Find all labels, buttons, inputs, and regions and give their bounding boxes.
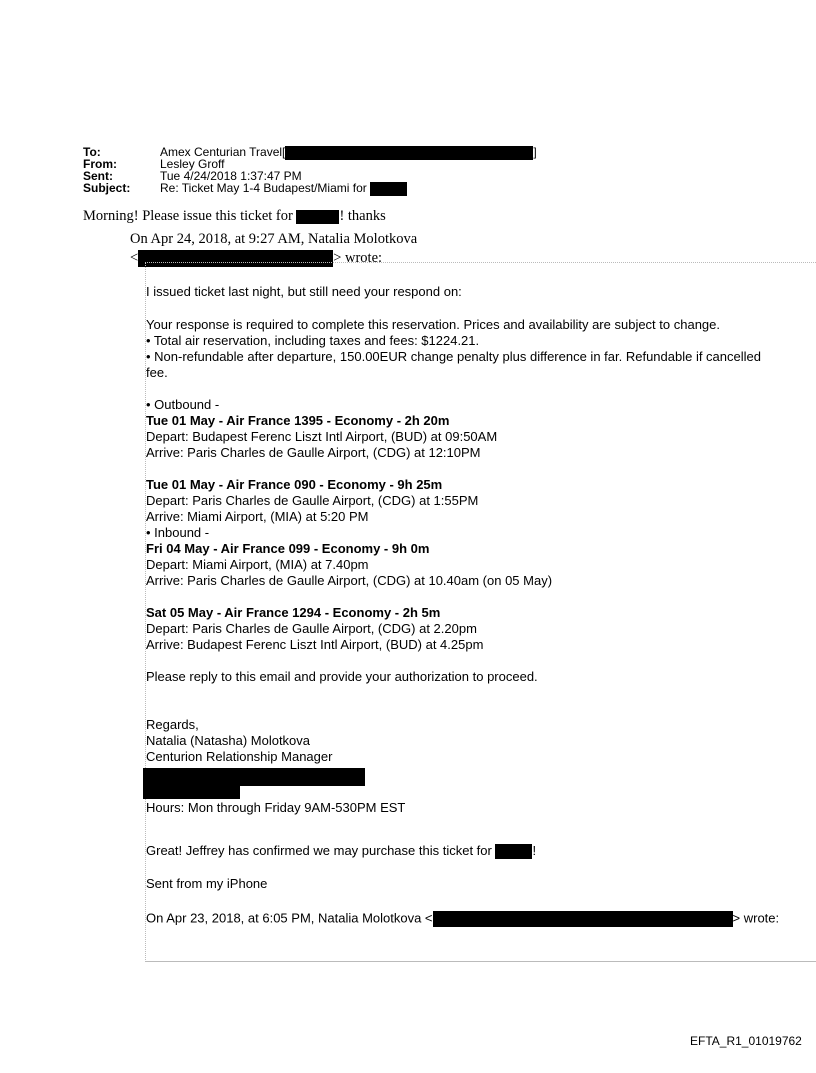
quoted-line: • Non-refundable after departure, 150.00EUR change penalty plus difference in far. Refundable if cancelled (146, 349, 761, 364)
previous-quote-intro: On Apr 23, 2018, at 6:05 PM, Natalia Molotkova < (146, 910, 433, 926)
sent-value: Tue 4/24/2018 1:37:47 PM (160, 169, 302, 183)
to-value: Amex Centurian Travel[ (160, 145, 286, 160)
reply-text: Morning! Please issue this ticket for (83, 208, 293, 224)
quote-wrote: > wrote: (333, 250, 383, 266)
sent-from-iphone: Sent from my iPhone (146, 876, 268, 891)
quoted-line: Great! Jeffrey has confirmed we may purchase this ticket for (146, 843, 492, 858)
great-line (146, 844, 536, 859)
redaction (143, 768, 365, 786)
quoted-line: fee. (146, 365, 168, 380)
flight-arrive: Arrive: Miami Airport, (MIA) at 5:20 PM (146, 509, 369, 524)
flight-title: Sat 05 May - Air France 1294 - Economy - 2h 5m (146, 605, 441, 620)
sent-label: Sent: (83, 169, 113, 183)
authorization-request: Please reply to this email and provide your authorization to proceed. (146, 669, 538, 684)
to-close: ] (533, 145, 537, 160)
subject-value: Re: Ticket May 1-4 Budapest/Miami for (160, 181, 367, 196)
reply-text-end: ! thanks (339, 208, 386, 224)
quoted-line: • Total air reservation, including taxes and fees: $1224.21. (146, 333, 480, 348)
signature-title: Centurion Relationship Manager (146, 749, 333, 764)
flight-arrive: Arrive: Budapest Ferenc Liszt Intl Airport, (BUD) at 4.25pm (146, 637, 484, 652)
outbound-label: • Outbound - (146, 397, 220, 412)
flight-title: Tue 01 May - Air France 090 - Economy - 9h 25m (146, 477, 443, 492)
reply-line (83, 208, 386, 225)
quoted-line-end: ! (532, 843, 537, 858)
previous-quote-line (146, 911, 779, 927)
flight-depart: Depart: Paris Charles de Gaulle Airport, (CDG) at 2.20pm (146, 621, 477, 636)
redaction (296, 210, 339, 224)
redaction (370, 182, 407, 196)
signature-name: Natalia (Natasha) Molotkova (146, 733, 311, 748)
subject-line (160, 182, 407, 196)
quote-lt: < (130, 250, 139, 266)
redaction (285, 146, 533, 160)
flight-title: Tue 01 May - Air France 1395 - Economy - 2h 20m (146, 413, 450, 428)
subject-label: Subject: (83, 181, 131, 195)
signature-regards: Regards, (146, 717, 199, 732)
flight-depart: Depart: Miami Airport, (MIA) at 7.40pm (146, 557, 369, 572)
signature-hours: Hours: Mon through Friday 9AM-530PM EST (146, 800, 406, 815)
redaction (495, 844, 532, 859)
flight-depart: Depart: Budapest Ferenc Liszt Intl Airport, (BUD) at 09:50AM (146, 429, 498, 444)
quoted-line: Your response is required to complete this reservation. Prices and availability are subject to change. (146, 317, 720, 332)
previous-quote-wrote: > wrote: (732, 910, 780, 926)
flight-arrive: Arrive: Paris Charles de Gaulle Airport, (CDG) at 10.40am (on 05 May) (146, 573, 553, 588)
flight-arrive: Arrive: Paris Charles de Gaulle Airport, (CDG) at 12:10PM (146, 445, 481, 460)
flight-depart: Depart: Paris Charles de Gaulle Airport, (CDG) at 1:55PM (146, 493, 479, 508)
inbound-label: • Inbound - (146, 525, 210, 540)
from-label: From: (83, 157, 117, 171)
quote-intro: On Apr 24, 2018, at 9:27 AM, Natalia Molotkova (130, 231, 418, 247)
bates-number: EFTA_R1_01019762 (690, 1034, 802, 1048)
quoted-line: I issued ticket last night, but still need your respond on: (146, 284, 462, 299)
flight-title: Fri 04 May - Air France 099 - Economy - 9h 0m (146, 541, 430, 556)
redaction (143, 786, 240, 799)
redaction (433, 911, 733, 927)
from-value: Lesley Groff (160, 157, 225, 171)
to-label: To: (83, 145, 101, 159)
